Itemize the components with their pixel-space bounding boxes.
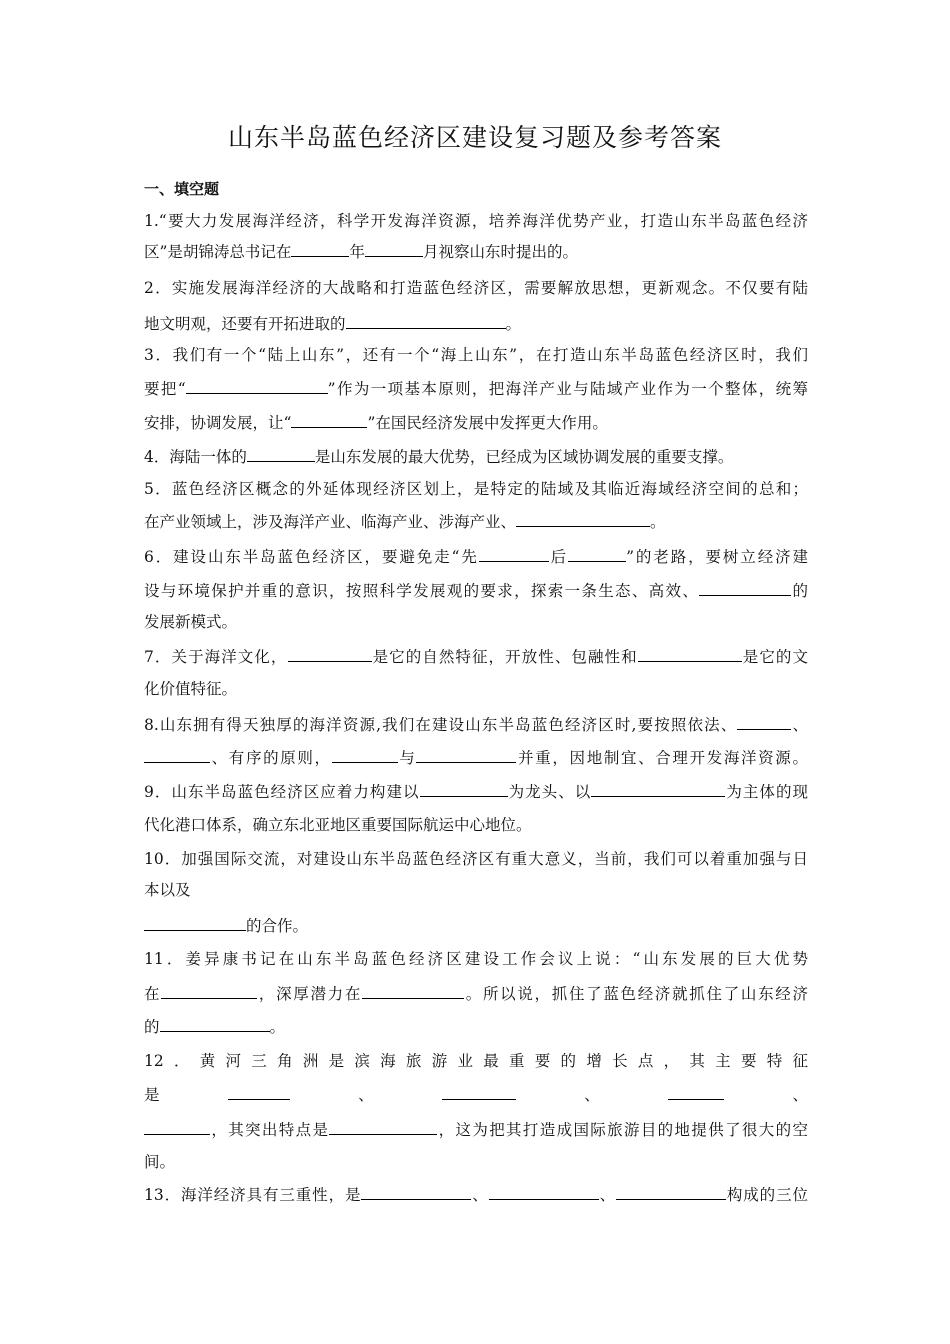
answer-blank[interactable] xyxy=(489,1184,599,1200)
text-line xyxy=(144,1152,808,1172)
line-text: 的 xyxy=(144,1018,160,1036)
answer-blank[interactable] xyxy=(161,983,257,999)
line-text: 、 xyxy=(471,1186,489,1204)
line-text: 为主体的现 xyxy=(725,783,808,801)
line-text: 6．建设山东半岛蓝色经济区，要避免走“先 xyxy=(144,548,479,566)
text-line xyxy=(144,211,808,231)
line-text: 发展新模式。 xyxy=(144,613,238,631)
line-text: 、 xyxy=(791,716,808,734)
line-text: ，其突出特点是 xyxy=(210,1121,330,1139)
line-text: 间。 xyxy=(144,1153,176,1171)
answer-blank[interactable] xyxy=(144,1119,210,1135)
line-text: 月视察山东时提出的。 xyxy=(422,243,578,261)
text-line xyxy=(144,679,808,699)
line-text: 12．黄河三角洲是滨海旅游业最重要的增长点，其主要特征 xyxy=(144,1052,808,1070)
line-text: 构成的三位 xyxy=(725,1186,808,1204)
section-heading: 一、填空题 xyxy=(144,180,220,198)
answer-blank[interactable] xyxy=(442,1084,516,1100)
answer-blank[interactable] xyxy=(420,781,508,797)
line-text: 。 xyxy=(505,315,522,333)
line-text: 11．姜异康书记在山东半岛蓝色经济区建设工作会议上说：“山东发展的巨大优势 xyxy=(144,950,808,968)
line-text: 13．海洋经济具有三重性，是 xyxy=(144,1186,362,1204)
text-line xyxy=(144,983,808,1004)
line-text: 是山东发展的最大优势，已经成为区域协调发展的重要支撑。 xyxy=(314,448,734,466)
text-line xyxy=(144,714,808,735)
line-text: 要把“ xyxy=(144,380,186,398)
line-text: 是它的文 xyxy=(741,648,808,666)
answer-blank[interactable] xyxy=(361,1184,471,1200)
line-text: 。 xyxy=(650,513,666,531)
line-text: 在产业领域上，涉及海洋产业、临海产业、涉海产业、 xyxy=(144,513,517,531)
text-line xyxy=(144,1084,808,1105)
text-line xyxy=(144,580,808,601)
answer-blank[interactable] xyxy=(365,241,423,257)
answer-blank[interactable] xyxy=(186,378,328,394)
answer-blank[interactable] xyxy=(288,646,372,662)
text-line xyxy=(144,815,808,835)
line-text: 3．我们有一个“陆上山东”，还有一个“海上山东”，在打造山东半岛蓝色经济区时，我们 xyxy=(144,346,808,364)
line-text: 是 xyxy=(144,1086,228,1104)
line-text: 在 xyxy=(144,985,162,1003)
line-text: 年 xyxy=(349,243,365,261)
text-line xyxy=(144,915,808,936)
line-text: 7．关于海洋文化， xyxy=(144,648,288,666)
answer-blank[interactable] xyxy=(737,714,791,730)
text-line xyxy=(144,1051,808,1071)
answer-blank[interactable] xyxy=(416,747,516,763)
line-text: 区”是胡锦涛总书记在 xyxy=(144,243,292,261)
line-text: 代化港口体系，确立东北亚地区重要国际航运中心地位。 xyxy=(144,816,532,834)
document-title: 山东半岛蓝色经济区建设复习题及参考答案 xyxy=(227,123,722,152)
line-text: ，这为把其打造成国际旅游目的地提供了很大的空 xyxy=(437,1121,808,1139)
text-line xyxy=(144,278,808,298)
line-text: ”作为一项基本原则，把海洋产业与陆域产业作为一个整体，统筹 xyxy=(327,380,808,398)
answer-blank[interactable] xyxy=(144,747,210,763)
answer-blank[interactable] xyxy=(616,1184,726,1200)
text-line xyxy=(144,479,808,499)
text-line xyxy=(144,612,808,632)
line-text: 是它的自然特征，开放性、包融性和 xyxy=(371,648,638,666)
text-line xyxy=(144,241,808,262)
answer-blank[interactable] xyxy=(329,1119,437,1135)
text-line xyxy=(144,781,808,802)
answer-blank[interactable] xyxy=(516,511,650,527)
answer-blank[interactable] xyxy=(568,546,626,562)
answer-blank[interactable] xyxy=(144,915,246,931)
text-line xyxy=(144,345,808,365)
answer-blank[interactable] xyxy=(228,1084,290,1100)
text-line xyxy=(144,1184,808,1205)
line-text: 10．加强国际交流，对建设山东半岛蓝色经济区有重大意义，当前，我们可以着重加强与日 xyxy=(144,850,808,868)
text-line xyxy=(144,446,808,467)
answer-blank[interactable] xyxy=(332,747,398,763)
line-text: 化价值特征。 xyxy=(144,680,238,698)
line-text: 、 xyxy=(724,1086,808,1104)
line-text: ，深厚潜力在 xyxy=(257,985,363,1003)
answer-blank[interactable] xyxy=(668,1084,724,1100)
line-text: 本以及 xyxy=(144,881,191,899)
line-text: 2．实施发展海洋经济的大战略和打造蓝色经济区，需要解放思想，更新观念。不仅要有陆 xyxy=(144,279,808,297)
answer-blank[interactable] xyxy=(638,646,742,662)
text-line xyxy=(144,313,808,334)
line-text: 设与环境保护并重的意识，按照科学发展观的要求，探索一条生态、高效、 xyxy=(144,582,700,600)
text-line xyxy=(144,646,808,667)
answer-blank[interactable] xyxy=(699,580,791,596)
answer-blank[interactable] xyxy=(247,446,315,462)
line-text: 的合作。 xyxy=(246,917,309,935)
text-line xyxy=(144,849,808,869)
answer-blank[interactable] xyxy=(362,983,464,999)
text-line xyxy=(144,1119,808,1140)
answer-blank[interactable] xyxy=(291,412,367,428)
line-text: 并重，因地制宜、合理开发海洋资源。 xyxy=(516,749,808,767)
text-line xyxy=(144,747,808,768)
line-text: 9．山东半岛蓝色经济区应着力构建以 xyxy=(144,783,420,801)
line-text: ”在国民经济发展中发挥更大作用。 xyxy=(367,414,608,432)
line-text: 与 xyxy=(397,749,417,767)
text-line xyxy=(144,546,808,567)
line-text: 、 xyxy=(515,1086,669,1104)
answer-blank[interactable] xyxy=(160,1016,270,1032)
answer-blank[interactable] xyxy=(291,241,349,257)
line-text: 的 xyxy=(791,582,808,600)
text-line xyxy=(144,880,808,900)
text-line xyxy=(144,1016,808,1037)
answer-blank[interactable] xyxy=(591,781,725,797)
line-text: 、有序的原则， xyxy=(210,749,332,767)
line-text: 5．蓝色经济区概念的外延体现经济区划上，是特定的陆域及其临近海域经济空间的总和； xyxy=(144,480,808,498)
answer-blank[interactable] xyxy=(479,546,549,562)
line-text: ”的老路，要树立经济建 xyxy=(626,548,808,566)
answer-blank[interactable] xyxy=(346,313,506,329)
line-text: 后 xyxy=(548,548,569,566)
line-text: 安排，协调发展，让“ xyxy=(144,414,292,432)
text-line xyxy=(144,412,808,433)
line-text: 。所以说，抓住了蓝色经济就抓住了山东经济 xyxy=(464,985,808,1003)
line-text: 地文明观，还要有开拓进取的 xyxy=(144,315,346,333)
text-line xyxy=(144,511,808,532)
text-line xyxy=(144,378,808,399)
line-text: 。 xyxy=(269,1018,286,1036)
line-text: 8.山东拥有得天独厚的海洋资源,我们在建设山东半岛蓝色经济区时,要按照依法、 xyxy=(144,716,738,734)
text-line xyxy=(144,949,808,969)
line-text: 为龙头、以 xyxy=(507,783,592,801)
line-text: 1.“要大力发展海洋经济，科学开发海洋资源，培养海洋优势产业，打造山东半岛蓝色经济 xyxy=(144,212,808,230)
line-text: 、 xyxy=(289,1086,442,1104)
line-text: 4．海陆一体的 xyxy=(144,448,247,466)
line-text: 、 xyxy=(598,1186,616,1204)
